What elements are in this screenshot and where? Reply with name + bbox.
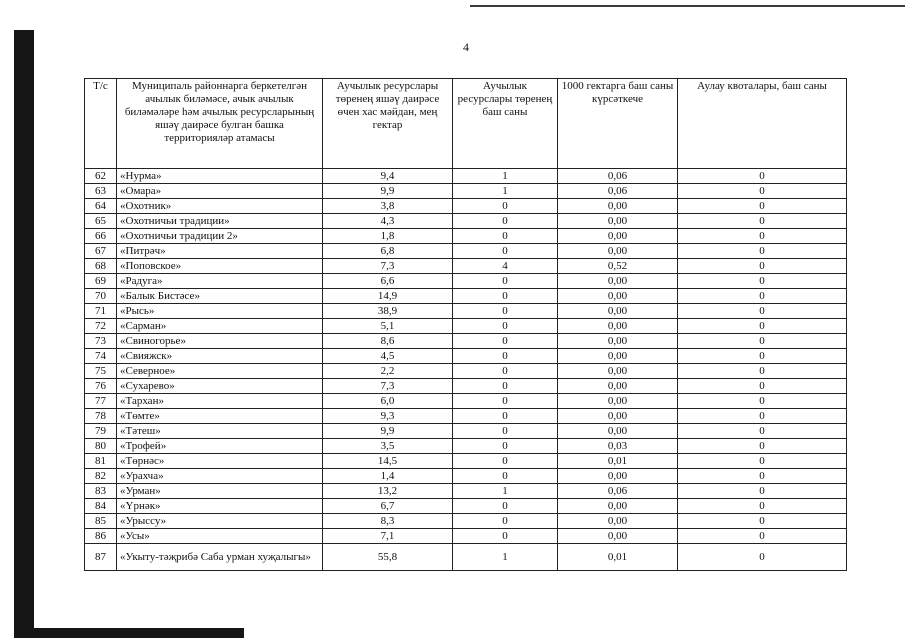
habitat-area: 6,6 — [323, 274, 453, 289]
habitat-area: 9,3 — [323, 409, 453, 424]
hunting-quota: 0 — [678, 409, 847, 424]
row-index: 66 — [85, 229, 117, 244]
habitat-area: 55,8 — [323, 544, 453, 571]
habitat-area: 1,8 — [323, 229, 453, 244]
table-row — [85, 169, 847, 184]
territory-name: «Төрнәс» — [117, 454, 323, 469]
territory-name: «Поповское» — [117, 259, 323, 274]
table-row — [85, 379, 847, 394]
territory-name: «Сухарево» — [117, 379, 323, 394]
row-index: 74 — [85, 349, 117, 364]
density: 0,06 — [558, 484, 678, 499]
table-row — [85, 244, 847, 259]
hunting-quota: 0 — [678, 184, 847, 199]
habitat-area: 6,7 — [323, 499, 453, 514]
density: 0,00 — [558, 514, 678, 529]
header-density: 1000 гектарга баш саны күрсәткече — [558, 79, 678, 169]
habitat-area: 38,9 — [323, 304, 453, 319]
row-index: 77 — [85, 394, 117, 409]
population-count: 0 — [453, 304, 558, 319]
hunting-quota: 0 — [678, 424, 847, 439]
population-count: 0 — [453, 349, 558, 364]
territory-name: «Омара» — [117, 184, 323, 199]
habitat-area: 7,3 — [323, 259, 453, 274]
habitat-area: 7,3 — [323, 379, 453, 394]
table-row — [85, 199, 847, 214]
population-count: 0 — [453, 214, 558, 229]
density: 0,00 — [558, 529, 678, 544]
row-index: 70 — [85, 289, 117, 304]
population-count: 0 — [453, 334, 558, 349]
hunting-quota: 0 — [678, 349, 847, 364]
hunting-quota: 0 — [678, 304, 847, 319]
table-row — [85, 334, 847, 349]
territory-name: «Төмте» — [117, 409, 323, 424]
population-count: 0 — [453, 244, 558, 259]
hunting-quota: 0 — [678, 274, 847, 289]
hunting-quota: 0 — [678, 169, 847, 184]
header-index: Т/с — [85, 79, 117, 169]
table-row — [85, 304, 847, 319]
table-row — [85, 274, 847, 289]
population-count: 0 — [453, 409, 558, 424]
table-row — [85, 469, 847, 484]
population-count: 0 — [453, 499, 558, 514]
hunting-quota: 0 — [678, 214, 847, 229]
territory-name: «Сарман» — [117, 319, 323, 334]
hunting-quota: 0 — [678, 364, 847, 379]
population-count: 0 — [453, 379, 558, 394]
habitat-area: 6,0 — [323, 394, 453, 409]
density: 0,00 — [558, 349, 678, 364]
row-index: 68 — [85, 259, 117, 274]
habitat-area: 4,5 — [323, 349, 453, 364]
row-index: 78 — [85, 409, 117, 424]
hunting-quota: 0 — [678, 319, 847, 334]
density: 0,00 — [558, 334, 678, 349]
row-index: 86 — [85, 529, 117, 544]
habitat-area: 2,2 — [323, 364, 453, 379]
density: 0,00 — [558, 229, 678, 244]
row-index: 80 — [85, 439, 117, 454]
density: 0,00 — [558, 469, 678, 484]
table-row — [85, 364, 847, 379]
hunting-quota: 0 — [678, 289, 847, 304]
density: 0,00 — [558, 379, 678, 394]
table-row — [85, 424, 847, 439]
habitat-area: 14,9 — [323, 289, 453, 304]
scan-edge-top — [470, 5, 905, 7]
habitat-area: 5,1 — [323, 319, 453, 334]
hunting-quota: 0 — [678, 379, 847, 394]
row-index: 71 — [85, 304, 117, 319]
header-hunting-quota: Аулау квоталары, баш саны — [678, 79, 847, 169]
density: 0,00 — [558, 364, 678, 379]
density: 0,52 — [558, 259, 678, 274]
habitat-area: 8,6 — [323, 334, 453, 349]
population-count: 4 — [453, 259, 558, 274]
population-count: 0 — [453, 439, 558, 454]
habitat-area: 9,9 — [323, 184, 453, 199]
density: 0,00 — [558, 304, 678, 319]
table-body — [85, 169, 847, 571]
row-index: 79 — [85, 424, 117, 439]
territory-name: «Питрәч» — [117, 244, 323, 259]
density: 0,01 — [558, 454, 678, 469]
population-count: 0 — [453, 229, 558, 244]
row-index: 73 — [85, 334, 117, 349]
density: 0,00 — [558, 319, 678, 334]
table-row — [85, 529, 847, 544]
population-count: 0 — [453, 469, 558, 484]
territory-name: «Усы» — [117, 529, 323, 544]
population-count: 1 — [453, 169, 558, 184]
row-index: 69 — [85, 274, 117, 289]
territory-name: «Трофей» — [117, 439, 323, 454]
table-row — [85, 229, 847, 244]
table-row — [85, 439, 847, 454]
row-index: 82 — [85, 469, 117, 484]
hunting-quota: 0 — [678, 259, 847, 274]
habitat-area: 3,8 — [323, 199, 453, 214]
table-row — [85, 214, 847, 229]
hunting-quota: 0 — [678, 454, 847, 469]
habitat-area: 7,1 — [323, 529, 453, 544]
habitat-area: 9,9 — [323, 424, 453, 439]
hunting-quota: 0 — [678, 469, 847, 484]
habitat-area: 6,8 — [323, 244, 453, 259]
territory-name: «Урман» — [117, 484, 323, 499]
population-count: 0 — [453, 529, 558, 544]
population-count: 1 — [453, 184, 558, 199]
territory-name: «Урахча» — [117, 469, 323, 484]
territory-name: «Урыссу» — [117, 514, 323, 529]
row-index: 76 — [85, 379, 117, 394]
hunting-quota: 0 — [678, 484, 847, 499]
header-population-count: Аучылык ресурслары төренең баш саны — [453, 79, 558, 169]
row-index: 87 — [85, 544, 117, 571]
table-row — [85, 394, 847, 409]
population-count: 0 — [453, 364, 558, 379]
row-index: 75 — [85, 364, 117, 379]
population-count: 0 — [453, 454, 558, 469]
density: 0,06 — [558, 184, 678, 199]
hunting-quota: 0 — [678, 229, 847, 244]
habitat-area: 13,2 — [323, 484, 453, 499]
territory-name: «Балык Бистәсе» — [117, 289, 323, 304]
table-row — [85, 454, 847, 469]
habitat-area: 14,5 — [323, 454, 453, 469]
hunting-quota: 0 — [678, 514, 847, 529]
population-count: 0 — [453, 199, 558, 214]
territory-name: «Нурма» — [117, 169, 323, 184]
page-number: 4 — [463, 40, 469, 54]
territory-name: «Радуга» — [117, 274, 323, 289]
row-index: 67 — [85, 244, 117, 259]
territory-name: «Рысь» — [117, 304, 323, 319]
hunting-quota: 0 — [678, 529, 847, 544]
territory-name: «Үрнәк» — [117, 499, 323, 514]
table-row — [85, 184, 847, 199]
territory-name: «Тәтеш» — [117, 424, 323, 439]
population-count: 0 — [453, 274, 558, 289]
density: 0,00 — [558, 274, 678, 289]
density: 0,06 — [558, 169, 678, 184]
density: 0,00 — [558, 499, 678, 514]
habitat-area: 1,4 — [323, 469, 453, 484]
density: 0,00 — [558, 424, 678, 439]
hunting-quota-table — [84, 78, 847, 571]
scan-shadow-left — [14, 30, 34, 638]
row-index: 62 — [85, 169, 117, 184]
table-row — [85, 409, 847, 424]
population-count: 0 — [453, 424, 558, 439]
population-count: 0 — [453, 394, 558, 409]
row-index: 85 — [85, 514, 117, 529]
row-index: 81 — [85, 454, 117, 469]
table-row — [85, 484, 847, 499]
habitat-area: 3,5 — [323, 439, 453, 454]
density: 0,00 — [558, 409, 678, 424]
hunting-quota: 0 — [678, 199, 847, 214]
table-row — [85, 349, 847, 364]
table-row — [85, 259, 847, 274]
row-index: 84 — [85, 499, 117, 514]
territory-name: «Охотник» — [117, 199, 323, 214]
row-index: 83 — [85, 484, 117, 499]
table-row — [85, 544, 847, 571]
territory-name: «Северное» — [117, 364, 323, 379]
table-row — [85, 499, 847, 514]
territory-name: «Охотничьи традиции 2» — [117, 229, 323, 244]
table-header-row — [85, 79, 847, 169]
density: 0,00 — [558, 289, 678, 304]
header-habitat-area: Аучылык ресурслары төренең яшәү даирәсе өчен хас мәйдан, мең гектар — [323, 79, 453, 169]
header-territory-name: Муниципаль районнарга беркетелгән ачылык биләмәсе, ачык ачылык биләмәләре һәм ачылык ресурсларының яшәү даирәсе булган башка территорияләр атамасы — [117, 79, 323, 169]
territory-name: «Охотничьи традиции» — [117, 214, 323, 229]
hunting-quota: 0 — [678, 244, 847, 259]
population-count: 0 — [453, 514, 558, 529]
hunting-quota: 0 — [678, 499, 847, 514]
territory-name: «Тархан» — [117, 394, 323, 409]
population-count: 1 — [453, 544, 558, 571]
density: 0,00 — [558, 244, 678, 259]
population-count: 0 — [453, 319, 558, 334]
row-index: 63 — [85, 184, 117, 199]
row-index: 65 — [85, 214, 117, 229]
territory-name: «Свиногорье» — [117, 334, 323, 349]
density: 0,00 — [558, 394, 678, 409]
table-row — [85, 514, 847, 529]
population-count: 1 — [453, 484, 558, 499]
row-index: 64 — [85, 199, 117, 214]
hunting-quota: 0 — [678, 439, 847, 454]
scan-shadow-bottom — [14, 628, 244, 638]
table-row — [85, 289, 847, 304]
hunting-quota: 0 — [678, 544, 847, 571]
hunting-quota: 0 — [678, 334, 847, 349]
habitat-area: 8,3 — [323, 514, 453, 529]
density: 0,00 — [558, 199, 678, 214]
density: 0,01 — [558, 544, 678, 571]
density: 0,03 — [558, 439, 678, 454]
habitat-area: 9,4 — [323, 169, 453, 184]
density: 0,00 — [558, 214, 678, 229]
territory-name: «Укыту-тәҗрибә Саба урман хуҗалыгы» — [117, 544, 323, 571]
row-index: 72 — [85, 319, 117, 334]
table-row — [85, 319, 847, 334]
habitat-area: 4,3 — [323, 214, 453, 229]
population-count: 0 — [453, 289, 558, 304]
territory-name: «Свияжск» — [117, 349, 323, 364]
hunting-quota: 0 — [678, 394, 847, 409]
